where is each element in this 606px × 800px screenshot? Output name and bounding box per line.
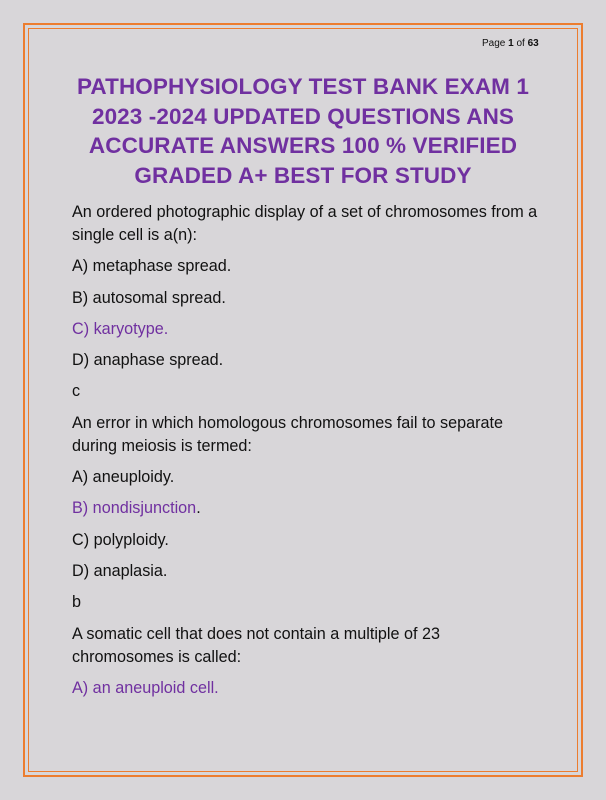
page-current: 1 <box>508 38 514 49</box>
answer-option: C) polyploidy. <box>72 530 169 549</box>
document-title: PATHOPHYSIOLOGY TEST BANK EXAM 1 2023 -2024 UPDATED QUESTIONS ANS ACCURATE ANSWERS 100 % VERIFIED GRADED A+ BEST FOR STUDY <box>76 74 529 188</box>
correct-answer-line <box>72 497 542 520</box>
answer-option: A) aneuploidy. <box>72 468 175 487</box>
page-prefix: Page <box>482 38 506 49</box>
answer-suffix: . <box>196 499 201 518</box>
answer-option: B) autosomal spread. <box>72 288 226 307</box>
page-of: of <box>516 38 525 49</box>
page-total: 63 <box>527 38 539 49</box>
answer-key: c <box>72 382 81 401</box>
correct-answer-option: C) karyotype. <box>72 319 169 338</box>
answer-option: D) anaplasia. <box>72 561 168 580</box>
question-text: A somatic cell that does not contain a multiple of 23 chromosomes is called: <box>72 624 441 666</box>
correct-answer-option: A) an aneuploid cell. <box>72 678 219 697</box>
question-text: An error in which homologous chromosomes fail to separate during meiosis is termed: <box>72 413 503 455</box>
question-text: An ordered photographic display of a set of chromosomes from a single cell is a(n): <box>72 203 538 244</box>
answer-key: b <box>72 593 82 612</box>
answer-option: D) anaphase spread. <box>72 351 224 370</box>
page-number <box>482 38 539 49</box>
question-list <box>72 201 542 708</box>
answer-option: A) metaphase spread. <box>72 257 232 276</box>
correct-answer-option: B) nondisjunction <box>72 499 197 518</box>
